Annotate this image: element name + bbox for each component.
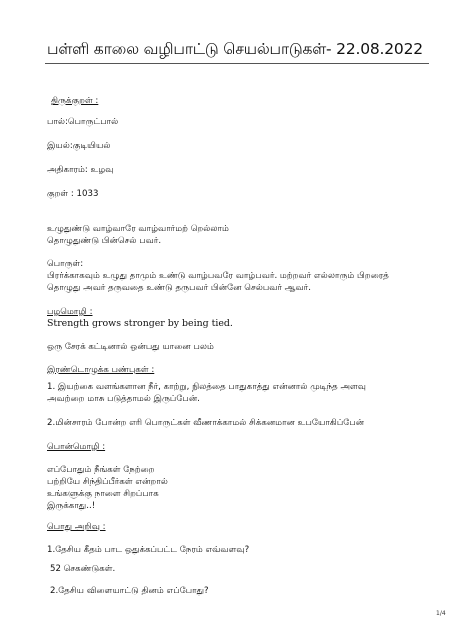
iyal-text: இயல்:குடியியல்: [47, 141, 111, 151]
title-divider: [45, 63, 429, 64]
paal-text: பால்:பொருட்பால்: [47, 117, 119, 127]
kural-number: குறள் : 1033: [47, 189, 99, 199]
gk-question-2: 2.தேசிய விளையாட்டு தினம் எப்போது?: [50, 586, 209, 596]
gk-answer-1: 52 செகண்டுகள்.: [50, 564, 116, 574]
golden-words-line-4: இருக்காது..!: [47, 501, 96, 511]
page-number: 1/4: [436, 610, 446, 617]
resolution-1-line-2: அவற்றை மாசு படுத்தாமல் இருப்பேன்.: [47, 394, 200, 404]
adhigaram-text: அதிகாரம்: உழவு: [47, 165, 114, 175]
kural-line-2: தொழுதுண்டு பின்செல் பவர்.: [47, 236, 162, 246]
thirukkural-heading: திருக்குறள் :: [51, 96, 99, 106]
meaning-heading: பொருள்:: [47, 259, 84, 269]
proverb-tamil: ஒரு சேரக் கட்டினால் ஒன்பது யானை பலம்: [47, 342, 214, 352]
resolutions-heading: இரண்டொழுக்க பண்புகள் :: [47, 365, 155, 375]
golden-words-line-3: உங்களுக்கு நாளை சிறப்பாக: [47, 489, 159, 499]
resolution-2: 2.மின்சாரம் போன்ற எரி பொருட்கள் வீணாக்காமல் சிக்கனமான உபயோகிப்பேன்: [47, 418, 365, 428]
golden-words-line-2: பற்றியே சிந்திப்பீர்கள் என்றால்: [47, 477, 168, 487]
meaning-line-1: பிரர்க்காகவும் உழுது தாமும் உண்டு வாழ்பவரே வாழ்பவர். மற்றவர் எல்லாரும் பிறரைத்: [47, 271, 389, 281]
proverb-heading: பழமொழி :: [47, 307, 93, 317]
golden-words-line-1: எப்போதும் நீங்கள் நேற்றை: [47, 465, 155, 475]
general-knowledge-heading: பொது அறிவு :: [47, 522, 106, 532]
gk-question-1: 1.தேசிய கீதம் பாட ஒதுக்கப்பட்ட நேரம் எவ்வளவு?: [47, 545, 250, 555]
kural-line-1: உழுதுண்டு வாழ்வாரே வாழ்வார்மற் றெல்லாம்: [47, 224, 229, 234]
resolution-1-line-1: 1. இயற்கை வளங்களான நீர், காற்று, நிலத்தை பாதுகாத்து என்னால் முடிந்த அளவு: [47, 382, 367, 392]
proverb-english: Strength grows stronger by being tied.: [47, 318, 233, 329]
meaning-line-2: தொழுது அவர் தருவதை உண்டு தருபவர் பின்னே செல்பவர் ஆவர்.: [47, 283, 311, 293]
page-title: பள்ளி காலை வழிபாட்டு செயல்பாடுகள்- 22.08.2022: [47, 40, 423, 58]
golden-words-heading: பொன்மொழி :: [47, 442, 106, 452]
